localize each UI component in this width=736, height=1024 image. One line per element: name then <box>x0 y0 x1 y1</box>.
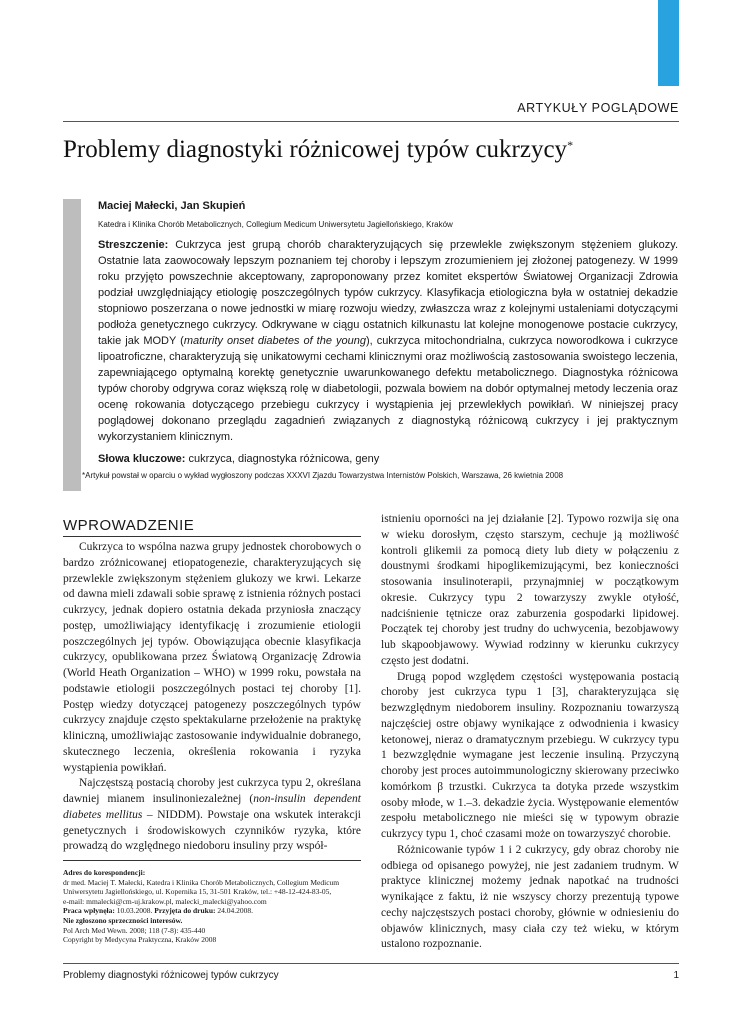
running-title: Problemy diagnostyki różnicowej typów cukrzycy <box>63 970 279 981</box>
abstract-part2: ), cukrzyca mitochondrialna, cukrzyca noworodkowa i cukrzyce lipoatroficzne, charakteryzują się unikatowymi cechami klinicznymi oraz możliwością zastosowania swoistego leczenia, zapewniającego optymalną korektę genetycznie uwarunkowanego defektu metabolicznego. Diagnostyka różnicowa typów choroby odgrywa coraz większą rolę w diabetologii, pozwala bowiem na dobór optymalnej metody leczenia oraz ocenę rokowania dotyczącego przebiegu cukrzycy i wystąpienia jej przewlekłych powikłań. W niniejszej pracy poglądowej dokonano przeglądu zagadnień związanych z diagnostyką różnicową cukrzycy i jej praktycznym wykorzystaniem klinicznym. <box>98 335 678 443</box>
correspondence-heading: Adres do korespondencji: <box>63 868 146 877</box>
abstract-part1: Cukrzyca jest grupą chorób charakteryzujących się przewlekle zwiększonym stężeniem glukozy. Ostatnie lata zaowocowały lepszym poznaniem tej choroby i lepszym zrozumieniem jej złożonej patogenezy. W 1999 roku przyjęto powszechnie akceptowany, zaproponowany przez komitet ekspertów Światowej Organizacji Zdrowia podział uwzględniający etiologię poszczególnych typów cukrzycy. Klasyfikacja etiologiczna była w ostatniej dekadzie stopniowo poszerzana o nowe jednostki w miarę rozwoju wiedzy, zwłaszcza wraz z kolejnymi ustaleniami dotyczącymi podłoża genetycznego cukrzycy. Odkrywane w ciągu ostatnich kilkunastu lat kolejne monogenowe postacie cukrzycy, takie jak MODY ( <box>98 239 679 347</box>
right-column <box>381 512 679 953</box>
keywords: cukrzyca, diagnostyka różnicowa, geny <box>188 453 380 465</box>
intro-paragraph-2 <box>63 776 361 855</box>
top-divider <box>63 121 679 122</box>
intro-p2-b: – NIDDM). Powstaje ona wskutek interakcji genetycznych i środowiskowych czynników ryzyka, które prowadzą do względnego niedoboru insuliny przy współ- <box>63 808 361 853</box>
correspondence-line-1: dr med. Maciej T. Małecki, Katedra i Klinika Chorób Metabolicznych, Collegium Medicum <box>63 877 340 887</box>
section-label: ARTYKUŁY POGLĄDOWE <box>517 101 679 115</box>
page-number: 1 <box>673 970 679 981</box>
footnote: *Artykuł powstał w oparciu o wykład wygłoszony podczas XXXVI Zjazdu Towarzystwa Internistów Polskich, Warszawa, 26 kwietnia 2008 <box>82 471 564 480</box>
correspondence-email: e-mail: mmalecki@cm-uj.krakow.pl, malecki_malecki@yahoo.com <box>63 896 267 906</box>
intro-p2-a: Najczęstszą postacią choroby jest cukrzyca typu 2, określana dawniej mianem insulinoniezależnej ( <box>63 777 361 805</box>
abstract-side-bar <box>63 199 81 491</box>
bottom-divider <box>63 963 679 964</box>
title-footnote-mark: * <box>567 138 574 152</box>
intro-paragraph-1: Cukrzyca to wspólna nazwa grupy jednostek chorobowych o bardzo zróżnicowanej etiopatogenezie, charakteryzujących się przewlekle zwiększonym stężeniem glukozy we krwi. Lekarze od dawna mieli zdawali sobie sprawę z istnienia różnych postaci cukrzycy, jednak dopiero ostatnia dekada przyniosła znaczący postęp, umożliwiający identyfikację i zrozumienie etiologii poszczególnych jej typów. Obowiązująca obecnie klasyfikacja cukrzycy, opublikowana przez Światową Organizację Zdrowia (World Heath Organization – WHO) w 1999 roku, powstała na podstawie etiologii poszczególnych postaci tej choroby [1]. Postęp wiedzy dotyczącej patogenezy poszczególnych typów cukrzycy znajduje często spektakularne przełożenie na praktykę kliniczną, umożliwiając zastosowanie indywidualnie dobranego, skutecznego leczenia, określenia rokowania i ryzyka wystąpienia powikłań. <box>63 541 361 774</box>
dates-line <box>63 906 361 916</box>
left-column <box>63 540 361 855</box>
conflict-statement: Nie zgłoszono sprzeczności interesów. <box>63 915 183 925</box>
abstract-block <box>82 200 679 480</box>
keywords-line <box>98 451 678 467</box>
accepted-date: 24.04.2008. <box>215 906 253 916</box>
citation: Pol Arch Med Wewn. 2008; 118 (7-8): 435-440 <box>63 925 206 935</box>
article-title <box>63 136 683 164</box>
abstract-label: Streszczenie: <box>98 239 169 251</box>
received-label: Praca wpłynęła: <box>63 906 115 916</box>
article-title-text: Problemy diagnostyki różnicowej typów cukrzycy <box>63 136 568 163</box>
abstract-text <box>98 237 678 445</box>
correspondence-box <box>63 860 361 945</box>
received-date: 10.03.2008. <box>114 906 155 916</box>
copyright: Copyright by Medycyna Praktyczna, Kraków 2008 <box>63 935 217 945</box>
keywords-label: Słowa kluczowe: <box>98 453 186 465</box>
accent-tab <box>658 0 679 86</box>
right-paragraph-1: Drugą popod względem częstości występowania postacią choroby jest cukrzyca typu 1 [3], charakteryzująca się bezwzględnym niedoborem insuliny. Rozpoznaniu towarzyszą najczęściej ostre objawy wynikające z odwodnienia i kwasicy ketonowej, nieraz o dramatycznym przebiegu. W cukrzycy typu 1 bezwzględnie wymagane jest leczenie insuliną. Przyczyną choroby jest proces autoimmunologiczny skierowany przeciwko komórkom β trzustki. Cukrzyca ta dotyka przede wszystkim osoby młode, w 1.–3. dekadzie życia. Występowanie elementów zespołu metabolicznego nie mieści się w typowym obrazie cukrzycy typu 1, choć czasami może on towarzyszyć chorobie. <box>381 670 679 840</box>
intro-heading: WPROWADZENIE <box>63 517 361 537</box>
right-paragraph-2: Różnicowanie typów 1 i 2 cukrzycy, gdy obraz choroby nie odbiega od opisanego powyżej, nie jest zadaniem trudnym. W praktyce klinicznej możemy jednak napotkać na trudności wynikające z faktu, iż nie wszyscy chorzy prezentują typowe cechy najczęstszych postaci choroby, głównie w odniesieniu do objawów klinicznych, masy ciała czy też wieku, w którym ustalono rozpoznanie. <box>381 843 679 951</box>
affiliation: Katedra i Klinika Chorób Metabolicznych, Collegium Medicum Uniwersytetu Jagiellońskiego, Kraków <box>98 220 453 229</box>
authors: Maciej Małecki, Jan Skupień <box>98 200 246 212</box>
abstract-italic: maturity onset diabetes of the young <box>183 335 366 347</box>
intro-p2-italic: non-insulin dependent diabetes mellitus <box>63 793 361 821</box>
right-paragraph-0: istnieniu oporności na jej działanie [2]. Typowo rozwija się ona w wieku dorosłym, często starszym, cechuje ją możliwość kontroli glikemii za pomocą diety lub diety w połączeniu z doustnymi środkami hipoglikemizującymi, bez konieczności stosowania insulinoterapii, przynajmniej w początkowym okresie. Cukrzycy typu 2 towarzyszy zwykle otyłość, nadciśnienie tętnicze oraz zaburzenia gospodarki lipidowej. Początek tej choroby jest trudny do uchwycenia, bezobjawowy lub skąpoobjawowy. Wywiad rodzinny w kierunku cukrzycy często jest dodatni. <box>381 513 679 667</box>
accepted-label: Przyjęta do druku: <box>154 906 216 916</box>
correspondence-line-2: Uniwersytetu Jagiellońskiego, ul. Kopernika 15, 31-501 Kraków, tel.: +48-12-424-83-05, <box>63 887 332 897</box>
